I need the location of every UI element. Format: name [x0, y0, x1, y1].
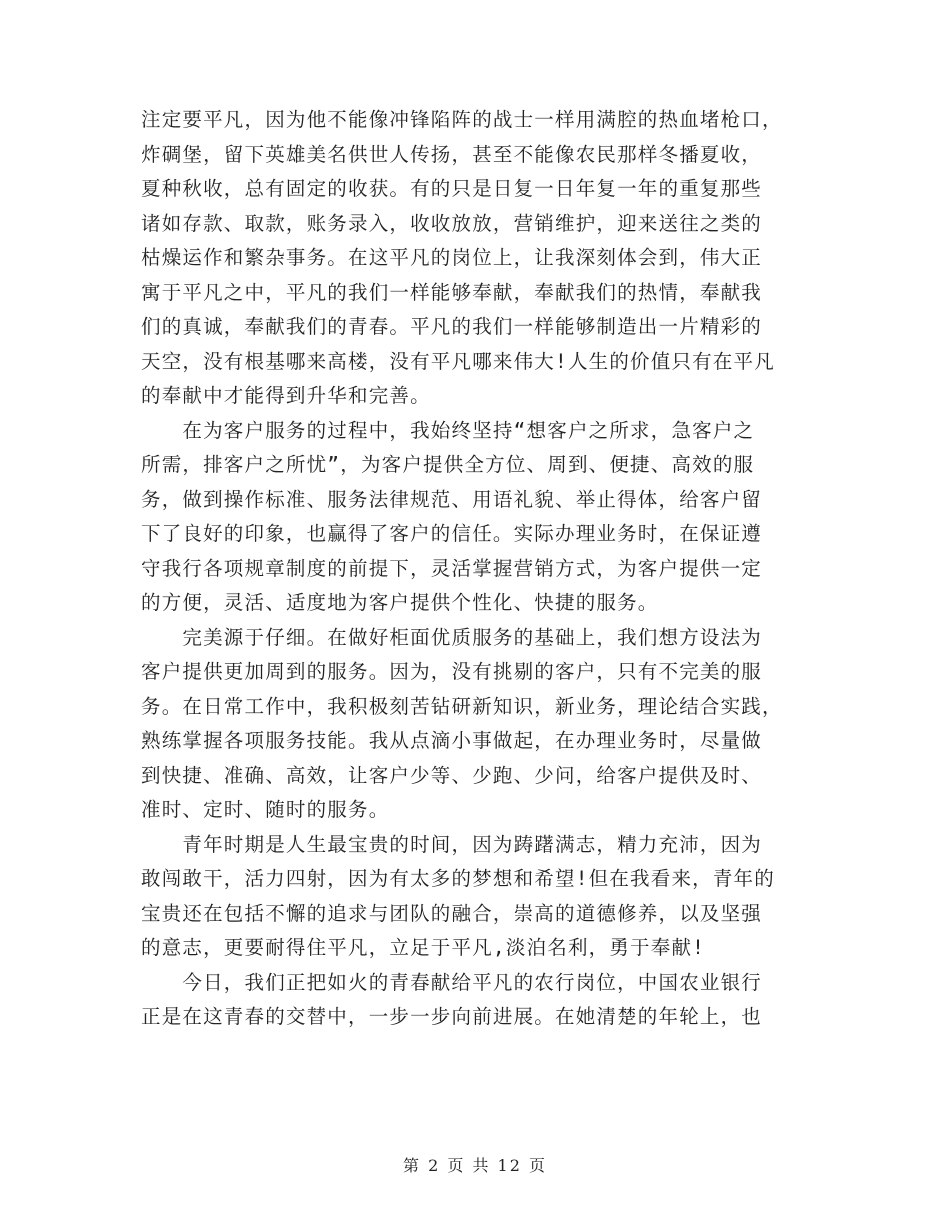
text-line: 今日，我们正把如火的青春献给平凡的农行岗位，中国农业银行: [141, 970, 763, 994]
text-line: 的奉献中才能得到升华和完善。: [141, 384, 431, 407]
text-line: 注定要平凡，因为他不能像冲锋陷阵的战士一样用满腔的热血堵枪口，: [141, 108, 783, 131]
text-line: 客户提供更加周到的服务。因为，没有挑剔的客户，只有不完美的服: [141, 660, 763, 683]
text-line: 守我行各项规章制度的前提下，灵活掌握营销方式，为客户提供一定: [141, 556, 763, 580]
text-line: 寓于平凡之中，平凡的我们一样能够奉献，奉献我们的热情，奉献我: [141, 280, 763, 304]
text-line: 炸碉堡，留下英雄美名供世人传扬，甚至不能像农民那样冬播夏收，: [141, 142, 763, 166]
text-line: 在为客户服务的过程中，我始终坚持“想客户之所求，急客户之: [141, 418, 755, 442]
text-line: 敢闯敢干，活力四射，因为有太多的梦想和希望!但在我看来，青年的: [141, 867, 775, 890]
text-line: 熟练掌握各项服务技能。我从点滴小事做起，在办理业务时，尽量做: [141, 729, 763, 752]
text-line: 宝贵还在包括不懈的追求与团队的融合，崇高的道德修养，以及坚强: [141, 901, 763, 925]
text-line: 下了良好的印象，也赢得了客户的信任。实际办理业务时，在保证遵: [141, 522, 763, 545]
text-line: 夏种秋收，总有固定的收获。有的只是日复一日年复一年的重复那些: [141, 177, 763, 200]
text-line: 务。在日常工作中，我积极刻苦钻研新知识，新业务，理论结合实践，: [141, 694, 783, 718]
text-line: 完美源于仔细。在做好柜面优质服务的基础上，我们想方设法为: [141, 625, 763, 649]
text-line: 正是在这青春的交替中，一步一步向前进展。在她清楚的年轮上，也: [141, 1005, 763, 1028]
document-body: [141, 103, 806, 1035]
text-line: 枯燥运作和繁杂事务。在这平凡的岗位上，让我深刻体会到，伟大正: [141, 246, 763, 269]
text-line: 准时、定时、随时的服务。: [141, 798, 390, 821]
text-line: 的意志，更要耐得住平凡，立足于平凡,淡泊名利，勇于奉献!: [141, 936, 706, 959]
text-line: 的方便，灵活、适度地为客户提供个性化、快捷的服务。: [141, 591, 659, 614]
text-line: 到快捷、准确、高效，让客户少等、少跑、少问，给客户提供及时、: [141, 763, 763, 787]
text-line: 青年时期是人生最宝贵的时间，因为踌躇满志，精力充沛，因为: [141, 832, 763, 856]
text-line: 务，做到操作标准、服务法律规范、用语礼貌、举止得体，给客户留: [141, 487, 763, 511]
text-line: 所需，排客户之所忧”，为客户提供全方位、周到、便捷、高效的服: [141, 453, 755, 476]
text-line: 们的真诚，奉献我们的青春。平凡的我们一样能够制造出一片精彩的: [141, 315, 763, 338]
page-number-footer: 第 2 页 共 12 页: [403, 1156, 547, 1175]
text-line: 天空，没有根基哪来高楼，没有平凡哪来伟大!人生的价值只有在平凡: [141, 349, 775, 373]
text-line: 诸如存款、取款，账务录入，收收放放，营销维护，迎来送往之类的: [141, 211, 763, 235]
